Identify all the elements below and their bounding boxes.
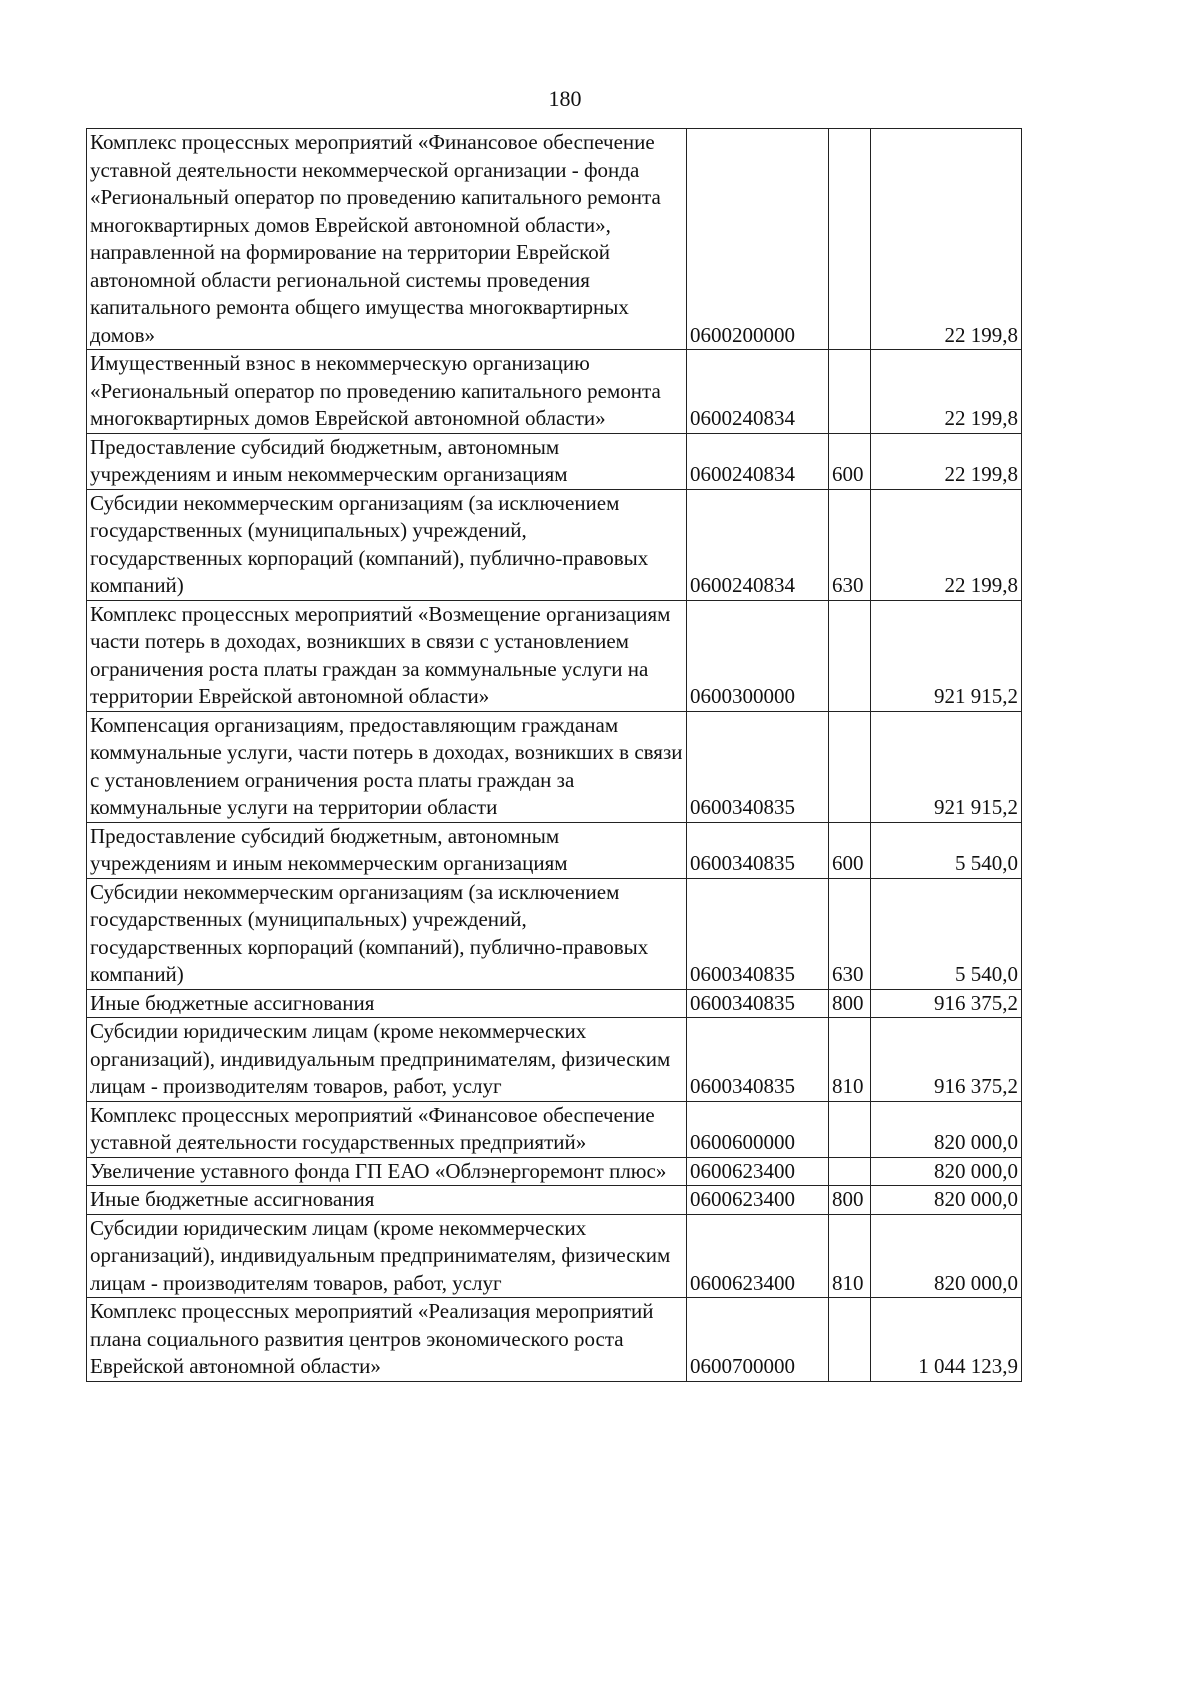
row-code-cell: 0600623400	[687, 1214, 829, 1298]
table-row	[87, 1298, 1022, 1382]
table-row	[87, 1101, 1022, 1157]
row-name-cell: Предоставление субсидий бюджетным, автономным учреждениям и иным некоммерческим организациям	[87, 822, 687, 878]
row-code-cell: 0600240834	[687, 350, 829, 434]
row-vr-cell: 810	[829, 1214, 871, 1298]
table-row	[87, 433, 1022, 489]
row-sum-cell: 5 540,0	[871, 822, 1022, 878]
row-code-cell: 0600700000	[687, 1298, 829, 1382]
table-row	[87, 1186, 1022, 1215]
row-code-cell: 0600340835	[687, 711, 829, 822]
row-name-cell: Иные бюджетные ассигнования	[87, 1186, 687, 1215]
row-vr-cell	[829, 600, 871, 711]
row-code-cell: 0600200000	[687, 129, 829, 350]
row-vr-cell: 810	[829, 1018, 871, 1102]
row-name-cell: Субсидии юридическим лицам (кроме некоммерческих организаций), индивидуальным предпринимателям, физическим лицам - производителям товаров, работ, услуг	[87, 1214, 687, 1298]
row-vr-cell: 630	[829, 489, 871, 600]
row-code-cell: 0600623400	[687, 1157, 829, 1186]
row-sum-cell: 921 915,2	[871, 711, 1022, 822]
table-row	[87, 1214, 1022, 1298]
row-sum-cell: 921 915,2	[871, 600, 1022, 711]
row-vr-cell: 800	[829, 1186, 871, 1215]
row-vr-cell: 800	[829, 989, 871, 1018]
budget-table	[86, 128, 1022, 1382]
row-name-cell: Комплекс процессных мероприятий «Реализация мероприятий плана социального развития центров экономического роста Еврейской автономной области»	[87, 1298, 687, 1382]
row-code-cell: 0600623400	[687, 1186, 829, 1215]
table-row	[87, 989, 1022, 1018]
row-code-cell: 0600300000	[687, 600, 829, 711]
table-row	[87, 822, 1022, 878]
row-sum-cell: 820 000,0	[871, 1186, 1022, 1215]
page-number: 180	[548, 86, 582, 111]
row-code-cell: 0600240834	[687, 489, 829, 600]
row-name-cell: Комплекс процессных мероприятий «Финансовое обеспечение уставной деятельности некоммерческой организации - фонда «Региональный оператор по проведению капитального ремонта многоквартирных домов Еврейской автономной области», направленной на формирование на территории Еврейской автономной области региональной системы проведения капитального ремонта общего имущества многоквартирных домов»	[87, 129, 687, 350]
row-sum-cell: 1 044 123,9	[871, 1298, 1022, 1382]
row-code-cell: 0600340835	[687, 822, 829, 878]
row-name-cell: Субсидии некоммерческим организациям (за исключением государственных (муниципальных) учреждений, государственных корпораций (компаний), публично-правовых компаний)	[87, 489, 687, 600]
row-name-cell: Предоставление субсидий бюджетным, автономным учреждениям и иным некоммерческим организациям	[87, 433, 687, 489]
row-name-cell: Субсидии юридическим лицам (кроме некоммерческих организаций), индивидуальным предпринимателям, физическим лицам - производителям товаров, работ, услуг	[87, 1018, 687, 1102]
row-sum-cell: 820 000,0	[871, 1214, 1022, 1298]
row-code-cell: 0600600000	[687, 1101, 829, 1157]
row-sum-cell: 22 199,8	[871, 433, 1022, 489]
row-sum-cell: 22 199,8	[871, 350, 1022, 434]
table-row	[87, 600, 1022, 711]
row-name-cell: Имущественный взнос в некоммерческую организацию «Региональный оператор по проведению капитального ремонта многоквартирных домов Еврейской автономной области»	[87, 350, 687, 434]
table-row	[87, 350, 1022, 434]
row-code-cell: 0600240834	[687, 433, 829, 489]
row-sum-cell: 5 540,0	[871, 878, 1022, 989]
row-sum-cell: 820 000,0	[871, 1101, 1022, 1157]
row-name-cell: Субсидии некоммерческим организациям (за исключением государственных (муниципальных) учреждений, государственных корпораций (компаний), публично-правовых компаний)	[87, 878, 687, 989]
row-name-cell: Иные бюджетные ассигнования	[87, 989, 687, 1018]
row-code-cell: 0600340835	[687, 878, 829, 989]
row-code-cell: 0600340835	[687, 989, 829, 1018]
row-vr-cell: 600	[829, 822, 871, 878]
row-name-cell: Комплекс процессных мероприятий «Возмещение организациям части потерь в доходах, возникших в связи с установлением ограничения роста платы граждан за коммунальные услуги на территории Еврейской автономной области»	[87, 600, 687, 711]
table-row	[87, 711, 1022, 822]
row-name-cell: Комплекс процессных мероприятий «Финансовое обеспечение уставной деятельности государственных предприятий»	[87, 1101, 687, 1157]
row-vr-cell	[829, 711, 871, 822]
row-vr-cell	[829, 1101, 871, 1157]
row-name-cell: Компенсация организациям, предоставляющим гражданам коммунальные услуги, части потерь в доходах, возникших в связи с установлением ограничения роста платы граждан за коммунальные услуги на территории области	[87, 711, 687, 822]
row-vr-cell: 630	[829, 878, 871, 989]
row-vr-cell	[829, 1298, 871, 1382]
table-row	[87, 129, 1022, 350]
row-vr-cell	[829, 350, 871, 434]
row-vr-cell: 600	[829, 433, 871, 489]
table-row	[87, 1157, 1022, 1186]
row-sum-cell: 820 000,0	[871, 1157, 1022, 1186]
table-row	[87, 1018, 1022, 1102]
row-vr-cell	[829, 1157, 871, 1186]
row-sum-cell: 916 375,2	[871, 1018, 1022, 1102]
row-code-cell: 0600340835	[687, 1018, 829, 1102]
row-sum-cell: 916 375,2	[871, 989, 1022, 1018]
table-row	[87, 878, 1022, 989]
row-sum-cell: 22 199,8	[871, 129, 1022, 350]
row-vr-cell	[829, 129, 871, 350]
table-row	[87, 489, 1022, 600]
row-sum-cell: 22 199,8	[871, 489, 1022, 600]
row-name-cell: Увеличение уставного фонда ГП ЕАО «Облэнергоремонт плюс»	[87, 1157, 687, 1186]
